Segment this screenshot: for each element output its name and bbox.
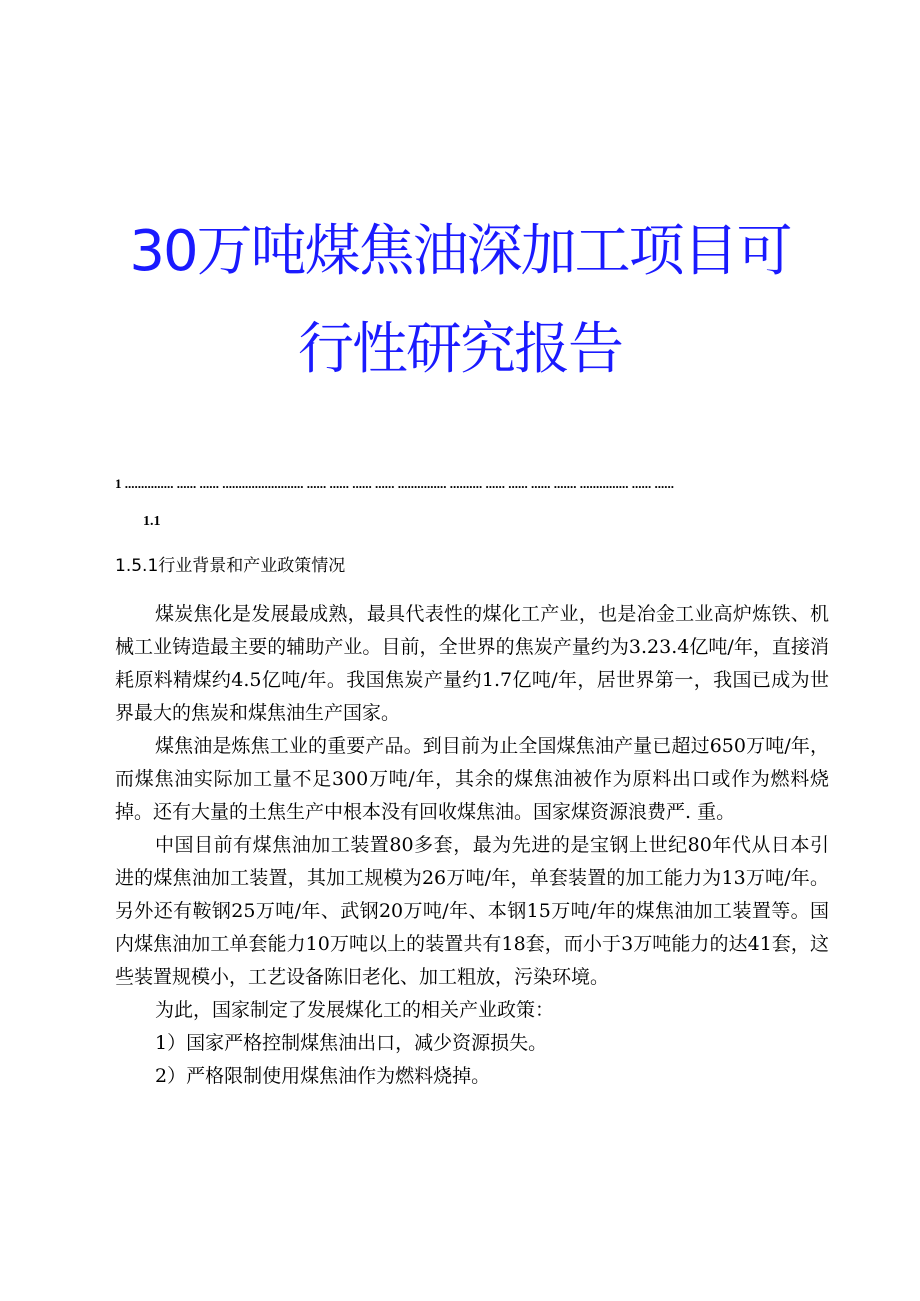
paragraph: 煤焦油是炼焦工业的重要产品。到目前为止全国煤焦油产量已超过650万吨/年，而煤焦油实际加工量不足300万吨/年，其余的煤焦油被作为原料出口或作为燃料烧掉。还有大量的土焦生产中根本没有回收煤焦油。国家煤资源浪费严. 重。	[115, 735, 829, 823]
body-text	[115, 598, 829, 1093]
toc-entry-1-1: 1.1	[143, 514, 161, 529]
paragraph: 中国目前有煤焦油加工装置80多套，最为先进的是宝钢上世纪80年代从日本引进的煤焦油加工装置，其加工规模为26万吨/年，单套装置的加工能力为13万吨/年。另外还有鞍钢25万吨/年、武钢20万吨/年、本钢15万吨/年的煤焦油加工装置等。国内煤焦油加工单套能力10万吨以上的装置共有18套，而小于3万吨能力的达41套，这些装置规模小，工艺设备陈旧老化、加工粗放，污染环境。	[115, 834, 829, 988]
paragraph: 煤炭焦化是发展最成熟，最具代表性的煤化工产业，也是冶金工业高炉炼铁、机械工业铸造最主要的辅助产业。目前，全世界的焦炭产量约为3.23.4亿吨/年，直接消耗原料精煤约4.5亿吨/年。我国焦炭产量约1.7亿吨/年，居世界第一，我国已成为世界最大的焦炭和煤焦油生产国家。	[115, 603, 829, 724]
list-item: 2）严格限制使用煤焦油作为燃料烧掉。	[155, 1065, 491, 1087]
paragraph: 为此，国家制定了发展煤化工的相关产业政策：	[155, 999, 555, 1021]
toc-entry-1: 1 ............... ...... ...... ......................... ...... ...... ...... ...... ............... .......... ...... ...... ...... ....... ............... ...... ......	[115, 476, 674, 491]
section-heading: 1.5.1行业背景和产业政策情况	[115, 556, 346, 576]
document-title-line-2: 行性研究报告	[298, 317, 622, 382]
document-title-line-1: 30万吨煤焦油深加工项目可	[129, 219, 791, 284]
list-item: 1）国家严格控制煤焦油出口，减少资源损失。	[155, 1032, 548, 1054]
